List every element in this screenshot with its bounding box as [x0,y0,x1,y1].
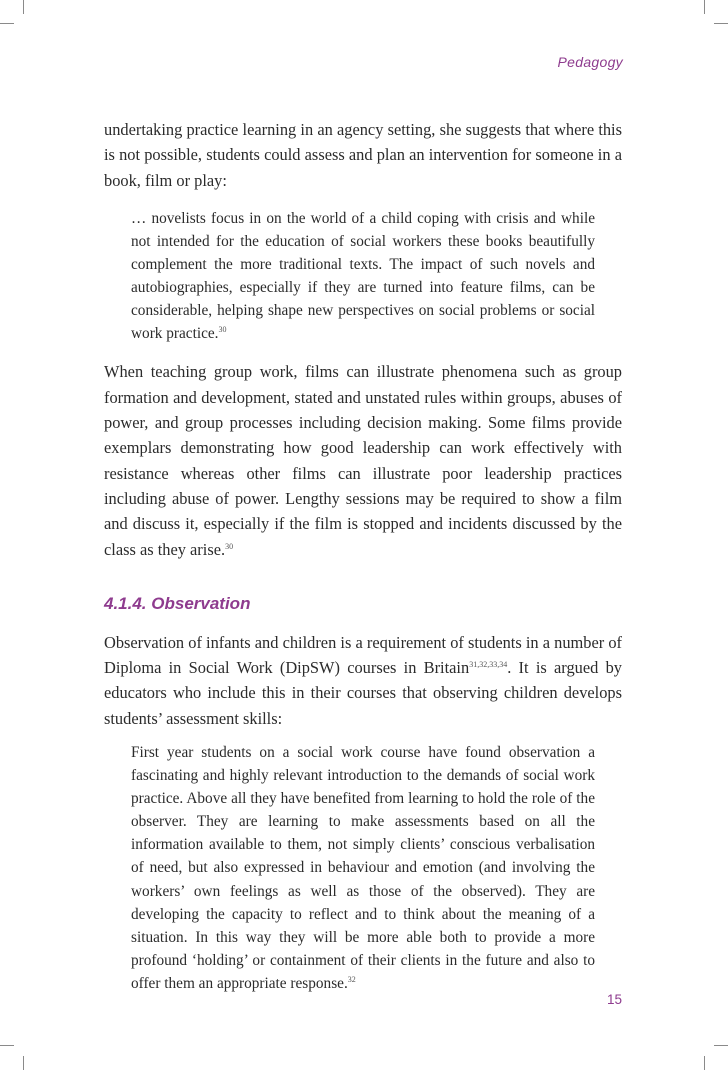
paragraph-text: When teaching group work, films can illustrate phenomena such as group formation and development, stated and unstated rules within groups, abuses of power, and group processes including decision making. Some films provide exemplars demonstrating how good leadership can work effectively with resistance whereas other films can illustrate poor leadership practices including abuse of power. Lengthy sessions may be required to show a film and discuss it, especially if the film is stopped and incidents discussed by the class as they arise. [104,362,622,559]
page-content [104,117,622,995]
body-paragraph [104,630,622,731]
block-quote [131,207,595,346]
body-paragraph [104,359,622,561]
paragraph-text: Observation of infants and children is a requirement of students in a number of Diploma in Social Work (DipSW) courses in Britain [104,632,622,678]
crop-mark [714,23,728,24]
crop-mark [23,0,24,14]
page-number: 15 [606,992,622,1007]
crop-mark [704,0,705,14]
reference-marker: 30 [225,541,234,551]
paragraph-text: . It is argued by educators who include this in their courses that observing children develops students’ assessment skills: [104,658,622,728]
crop-mark [0,1045,14,1046]
body-paragraph: undertaking practice learning in an agency setting, she suggests that where this is not possible, students could assess and plan an intervention for someone in a book, film or play: [104,120,622,190]
block-quote [131,741,595,995]
crop-mark [714,1045,728,1046]
section-heading: 4.1.4. Observation [104,593,251,613]
quote-text: … novelists focus in on the world of a child coping with crisis and while not intended for the education of social workers these books beautifully complement the more traditional texts. The impact of such novels and autobiographies, especially if they are turned into feature films, can be considerable, helping shape new perspectives on social problems or social work practice. [131,209,595,343]
reference-marker: 30 [218,325,227,335]
crop-mark [23,1056,24,1070]
running-header: Pedagogy [557,54,623,70]
quote-text: First year students on a social work course have found observation a fascinating and highly relevant introduction to the demands of social work practice. Above all they have benefited from learning to hold the role of the observer. They are learning to make assessments based on all the information available to them, not simply clients’ conscious verbalisation of need, but also expressed in behaviour and emotion (and involving the workers’ own feelings as well as those of the observed). They are developing the capacity to reflect and to think about the meaning of a situation. In this way they will be more able both to provide a more profound ‘holding’ or containment of their clients in the future and also to offer them an appropriate response. [131,744,595,992]
crop-mark [0,23,14,24]
crop-mark [704,1056,705,1070]
reference-marker: 31,32,33,34 [469,660,508,670]
reference-marker: 32 [347,974,356,984]
